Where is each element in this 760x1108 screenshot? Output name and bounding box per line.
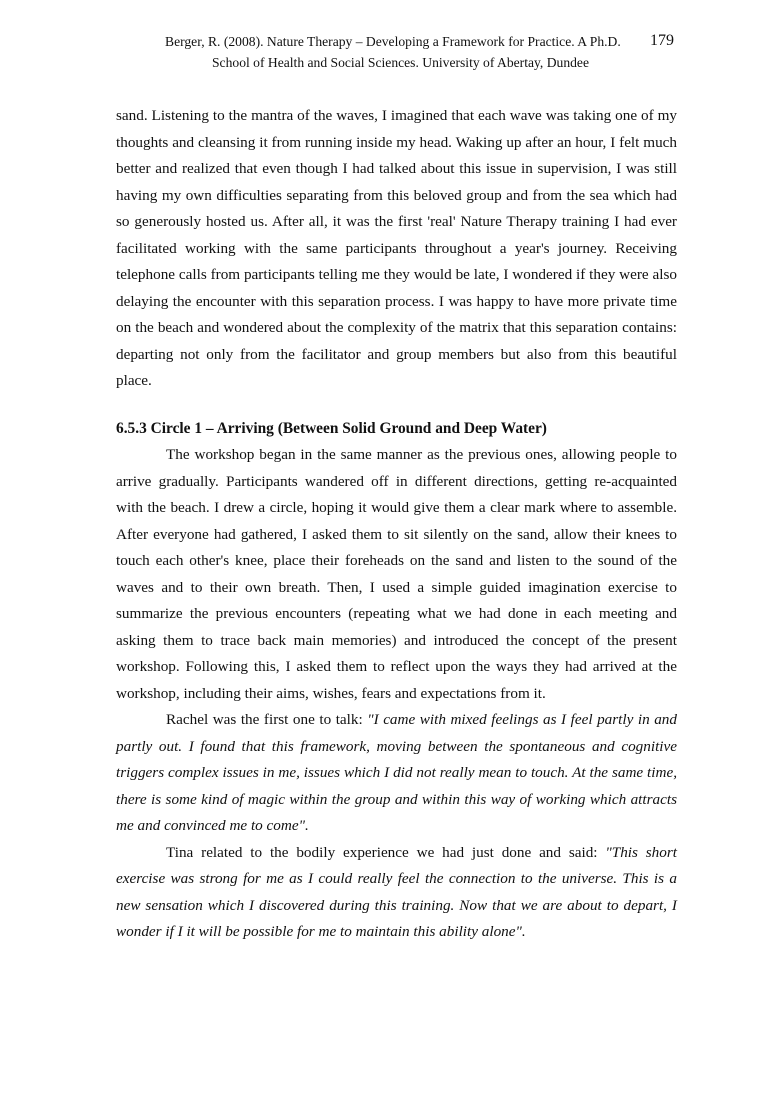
body-paragraph: The workshop began in the same manner as the previous ones, allowing people to arrive gradually. Participants wandered off in different directions, getting re-acquainted with the beach. I drew a circle, hoping it would give them a clear mark where to assemble. After everyone had gathered, I asked them to sit silently on the sand, allow their knees to touch each other's knee, place their foreheads on the sand and listen to the sound of the waves and to their own breath. Then, I used a simple guided imagination exercise to summarize the previous encounters (repeating what we had done in each meeting and asking them to trace back main memories) and introduced the concept of the present workshop. Following this, I asked them to reflect upon the ways they had arrived at the workshop, including their aims, wishes, fears and expectations from it. bbox=[116, 446, 677, 702]
header-institution: School of Health and Social Sciences. University of Abertay, Dundee bbox=[212, 55, 590, 70]
page-number: 179 bbox=[650, 32, 674, 49]
header-citation: Berger, R. (2008). Nature Therapy – Developing a Framework for Practice. A Ph.D. bbox=[165, 34, 621, 49]
paragraph-intro: Tina related to the bodily experience we had just done and said: bbox=[166, 843, 606, 861]
paragraph-intro: Rachel was the first one to talk: bbox=[166, 711, 368, 728]
body-paragraph: sand. Listening to the mantra of the waves, I imagined that each wave was taking one of my thoughts and cleansing it from running inside my head. Waking up after an hour, I felt much better and realized that even though I had talked about this issue in supervision, I was still having my own difficulties separating from this beloved group and from the sea which had so generously hosted us. After all, it was the first 'real' Nature Therapy training I had ever facilitated working with the same participants throughout a year's journey. Receiving telephone calls from participants telling me they would be late, I wondered if they were also delaying the encounter with this separation process. I was happy to have more private time on the beach and wondered about the complexity of the matrix that this separation contains: departing not only from the facilitator and group members but also from this beautiful place. bbox=[116, 107, 677, 389]
participant-quote: "This short exercise was strong for me as I could really feel the connection to the universe. This is a new sensation which I discovered during this training. Now that we are about to depart, I wonder if I it will be possible for me to maintain this ability alone". bbox=[116, 843, 677, 940]
participant-quote: "I came with mixed feelings as I feel partly in and partly out. I found that this framework, moving between the spontaneous and cognitive triggers complex issues in me, issues which I did not really mean to touch. At the same time, there is some kind of magic within the group and within this way of working which attracts me and convinced me to come". bbox=[116, 711, 677, 834]
section-heading: 6.5.3 Circle 1 – Arriving (Between Solid Ground and Deep Water) bbox=[116, 419, 547, 437]
page-body bbox=[116, 103, 677, 946]
body-paragraph bbox=[116, 707, 677, 840]
body-paragraph bbox=[116, 840, 677, 946]
